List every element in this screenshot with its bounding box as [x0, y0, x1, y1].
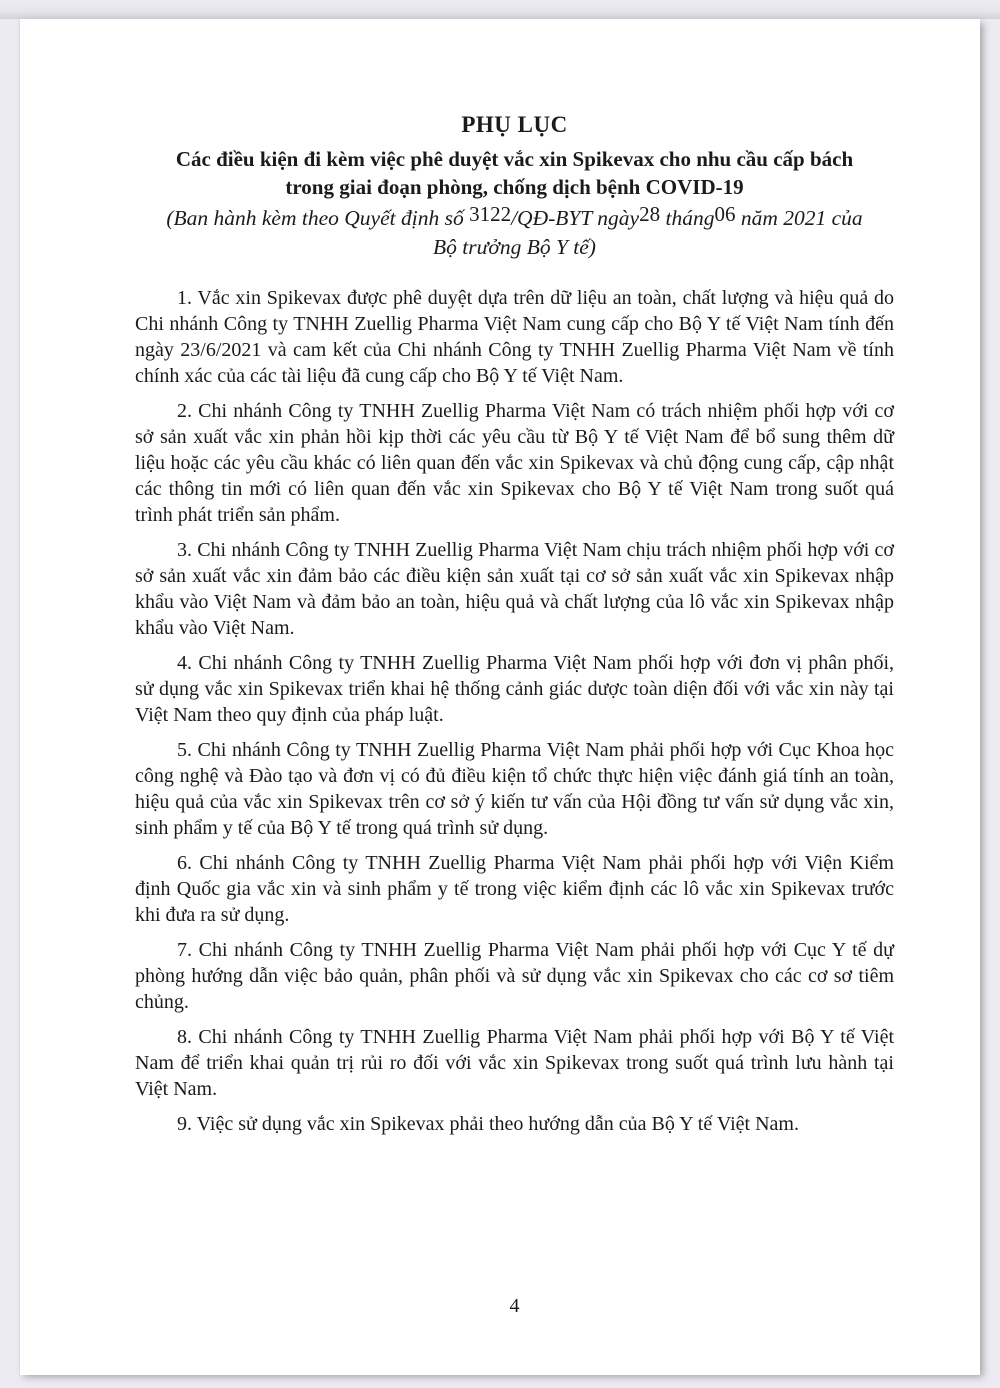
paragraph-1: 1. Vắc xin Spikevax được phê duyệt dựa trên dữ liệu an toàn, chất lượng và hiệu quả do Chi nhánh Công ty TNHH Zuellig Pharma Việt Nam cung cấp cho Bộ Y tế Việt Nam tính đến ngày 23/6/2021 và cam kết của Chi nhánh Công ty TNHH Zuellig Pharma Việt Nam về tính chính xác của các tài liệu đã cung cấp cho Bộ Y tế Việt Nam.	[135, 287, 894, 387]
subtitle-line-1: Các điều kiện đi kèm việc phê duyệt vắc xin Spikevax cho nhu cầu cấp bách	[175, 147, 854, 171]
paragraph-9: 9. Việc sử dụng vắc xin Spikevax phải theo hướng dẫn của Bộ Y tế Việt Nam.	[177, 1113, 799, 1135]
page-title: PHỤ LỤC	[461, 112, 568, 137]
issuance-text-mid3: năm 2021 của	[735, 206, 863, 230]
subtitle-line-2: trong giai đoạn phòng, chống dịch bệnh COVID-19	[285, 175, 744, 199]
page-content	[135, 19, 894, 1146]
paragraph-3: 3. Chi nhánh Công ty TNHH Zuellig Pharma Việt Nam chịu trách nhiệm phối hợp với cơ sở sản xuất vắc xin đảm bảo các điều kiện sản xuất tại cơ sở sản xuất vắc xin Spikevax nhập khẩu vào Việt Nam và đảm bảo an toàn, hiệu quả và chất lượng của lô vắc xin Spikevax nhập khẩu vào Việt Nam.	[135, 539, 894, 639]
decision-day: 28	[639, 202, 661, 226]
paragraph-8: 8. Chi nhánh Công ty TNHH Zuellig Pharma Việt Nam phải phối hợp với Bộ Y tế Việt Nam để triển khai quản trị rủi ro đối với vắc xin Spikevax trong suốt quá trình lưu hành tại Việt Nam.	[135, 1026, 894, 1100]
issuance-text-mid2: tháng	[660, 206, 715, 230]
paragraph-5: 5. Chi nhánh Công ty TNHH Zuellig Pharma Việt Nam phải phối hợp với Cục Khoa học công nghệ và Đào tạo và đơn vị có đủ điều kiện tổ chức thực hiện việc đánh giá tính an toàn, hiệu quả của vắc xin Spikevax trên cơ sở ý kiến tư vấn của Hội đồng tư vấn sử dụng vắc xin, sinh phẩm y tế của Bộ Y tế trong quá trình sử dụng.	[135, 739, 894, 839]
document-page	[19, 19, 980, 1375]
paragraph-6: 6. Chi nhánh Công ty TNHH Zuellig Pharma Việt Nam phải phối hợp với Viện Kiểm định Quốc gia vắc xin và sinh phẩm y tế trong việc kiểm định các lô vắc xin Spikevax trước khi đưa ra sử dụng.	[135, 852, 894, 926]
issuance-text-mid1: /QĐ-BYT ngày	[511, 206, 640, 230]
body-paragraphs	[135, 285, 894, 1137]
decision-number: 3122	[469, 202, 512, 226]
document-subtitle	[135, 145, 894, 201]
decision-month: 06	[714, 202, 736, 226]
paragraph-2: 2. Chi nhánh Công ty TNHH Zuellig Pharma Việt Nam có trách nhiệm phối hợp với cơ sở sản xuất vắc xin phản hồi kịp thời các yêu cầu từ Bộ Y tế Việt Nam để bổ sung thêm dữ liệu hoặc các yêu cầu khác có liên quan đến vắc xin Spikevax và chủ động cung cấp, cập nhật các thông tin mới có liên quan đến vắc xin Spikevax cho Bộ Y tế Việt Nam trong suốt quá trình phát triển sản phẩm.	[135, 400, 894, 526]
issuance-line-2: Bộ trưởng Bộ Y tế)	[433, 235, 596, 259]
page-number: 4	[509, 1295, 520, 1317]
issuance-text-pre: (Ban hành kèm theo Quyết định số	[166, 206, 470, 230]
issuance-line	[135, 204, 894, 262]
paragraph-7: 7. Chi nhánh Công ty TNHH Zuellig Pharma Việt Nam phải phối hợp với Cục Y tế dự phòng hướng dẫn việc bảo quản, phân phối và sử dụng vắc xin Spikevax cho các cơ sơ tiêm chủng.	[135, 939, 894, 1013]
paragraph-4: 4. Chi nhánh Công ty TNHH Zuellig Pharma Việt Nam phối hợp với đơn vị phân phối, sử dụng vắc xin Spikevax triển khai hệ thống cảnh giác dược toàn diện đối với vắc xin này tại Việt Nam theo quy định của pháp luật.	[135, 652, 894, 726]
scan-top-margin	[0, 0, 1000, 19]
